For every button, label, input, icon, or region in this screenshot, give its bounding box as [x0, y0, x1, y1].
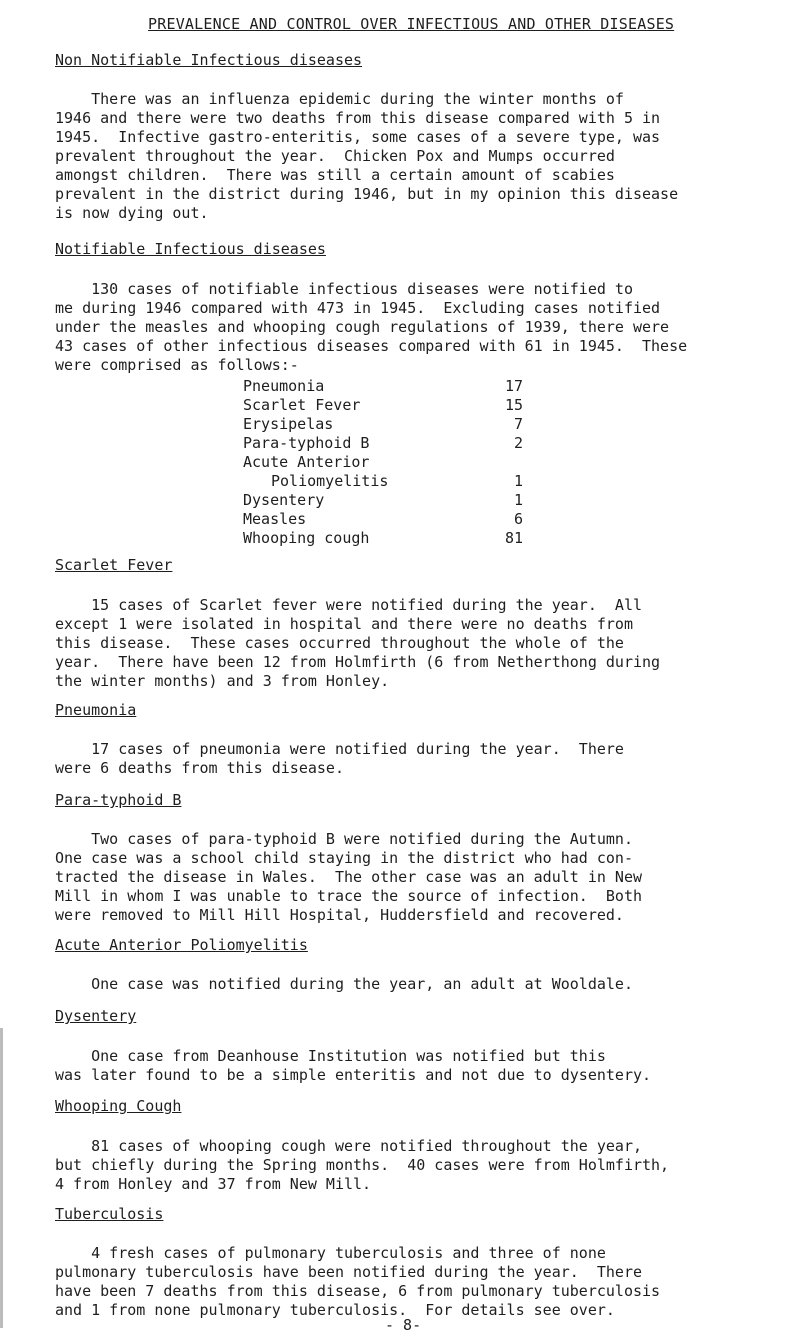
text-line: were removed to Mill Hill Hospital, Huddersfield and recovered.: [55, 906, 624, 924]
table-row: [243, 529, 523, 548]
text-line: have been 7 deaths from this disease, 6 from pulmonary tuberculosis: [55, 1282, 661, 1300]
text-line: 17 cases of pneumonia were notified during the year. There: [55, 740, 624, 758]
table-row: [243, 396, 523, 415]
heading-whooping-cough: Whooping Cough: [55, 1097, 182, 1115]
text-line: One case was a school child staying in the district who had con-: [55, 849, 633, 867]
text-line: prevalent throughout the year. Chicken Pox and Mumps occurred: [55, 147, 615, 165]
text-line: were 6 deaths from this disease.: [55, 759, 344, 777]
disease-name: Whooping cough: [243, 529, 370, 547]
heading-polio: Acute Anterior Poliomyelitis: [55, 936, 308, 954]
disease-name: Dysentery: [243, 491, 325, 509]
page-title: PREVALENCE AND CONTROL OVER INFECTIOUS AND OTHER DISEASES: [148, 15, 675, 33]
case-count: 1: [513, 472, 523, 490]
case-count: 2: [513, 434, 523, 452]
text-line: 43 cases of other infectious diseases compared with 61 in 1945. These: [55, 337, 688, 355]
disease-name: Pneumonia: [243, 377, 325, 395]
text-line: 4 fresh cases of pulmonary tuberculosis and three of none: [55, 1244, 606, 1262]
table-row: [243, 491, 523, 510]
text-line: were comprised as follows:-: [55, 356, 299, 374]
text-line: and 1 from none pulmonary tuberculosis. For details see over.: [55, 1301, 615, 1319]
table-row: [243, 415, 523, 434]
table-row: [243, 472, 523, 491]
paragraph-non-notifiable: [55, 90, 795, 223]
case-count: [463, 453, 523, 472]
heading-scarlet-fever: Scarlet Fever: [55, 556, 173, 574]
text-line: this disease. These cases occurred throughout the whole of the: [55, 634, 624, 652]
case-count: 81: [504, 529, 523, 547]
text-line: Two cases of para-typhoid B were notified during the Autumn.: [55, 830, 633, 848]
heading-notifiable: Notifiable Infectious diseases: [55, 240, 326, 258]
heading-dysentery: Dysentery: [55, 1007, 137, 1025]
text-line: 15 cases of Scarlet fever were notified during the year. All: [55, 596, 642, 614]
case-count: 7: [513, 415, 523, 433]
text-line: tracted the disease in Wales. The other case was an adult in New: [55, 868, 642, 886]
text-line: 1946 and there were two deaths from this disease compared with 5 in: [55, 109, 661, 127]
paragraph-polio: [55, 975, 795, 994]
page-number: - 8-: [385, 1316, 422, 1334]
scan-edge-shadow: [0, 1028, 3, 1328]
text-line: is now dying out.: [55, 204, 209, 222]
text-line: 1945. Infective gastro-enteritis, some cases of a severe type, was: [55, 128, 661, 146]
text-line: the winter months) and 3 from Honley.: [55, 672, 390, 690]
table-row: [243, 510, 523, 529]
heading-pneumonia: Pneumonia: [55, 701, 137, 719]
text-line: year. There have been 12 from Holmfirth (6 from Netherthong during: [55, 653, 661, 671]
disease-name: Measles: [243, 510, 307, 528]
text-line: One case from Deanhouse Institution was notified but this: [55, 1047, 606, 1065]
table-row: [243, 453, 523, 472]
heading-tuberculosis: Tuberculosis: [55, 1205, 164, 1223]
text-line: 81 cases of whooping cough were notified throughout the year,: [55, 1137, 642, 1155]
case-count: 1: [513, 491, 523, 509]
disease-name: Para-typhoid B: [243, 434, 370, 452]
case-count: 17: [504, 377, 523, 395]
paragraph-scarlet-fever: [55, 596, 795, 691]
table-row: [243, 377, 523, 396]
paragraph-dysentery: [55, 1047, 795, 1085]
disease-name: Scarlet Fever: [243, 396, 361, 414]
text-line: amongst children. There was still a certain amount of scabies: [55, 166, 615, 184]
paragraph-whooping-cough: [55, 1137, 795, 1194]
text-line: under the measles and whooping cough regulations of 1939, there were: [55, 318, 670, 336]
table-row: [243, 434, 523, 453]
text-line: except 1 were isolated in hospital and there were no deaths from: [55, 615, 633, 633]
text-line: 4 from Honley and 37 from New Mill.: [55, 1175, 372, 1193]
text-line: There was an influenza epidemic during the winter months of: [55, 90, 624, 108]
paragraph-paratyphoid: [55, 830, 795, 925]
text-line: me during 1946 compared with 473 in 1945. Excluding cases notified: [55, 299, 661, 317]
heading-non-notifiable: Non Notifiable Infectious diseases: [55, 51, 363, 69]
text-line: pulmonary tuberculosis have been notified during the year. There: [55, 1263, 642, 1281]
paragraph-notifiable: [55, 280, 795, 375]
disease-name: Erysipelas: [243, 415, 334, 433]
text-line: was later found to be a simple enteritis and not due to dysentery.: [55, 1066, 652, 1084]
disease-name: Acute Anterior: [243, 453, 370, 471]
paragraph-tuberculosis: [55, 1244, 795, 1320]
text-line: Mill in whom I was unable to trace the source of infection. Both: [55, 887, 642, 905]
text-line: but chiefly during the Spring months. 40 cases were from Holmfirth,: [55, 1156, 670, 1174]
disease-name: Poliomyelitis: [271, 472, 389, 490]
heading-paratyphoid: Para-typhoid B: [55, 791, 182, 809]
case-count: 6: [513, 510, 523, 528]
paragraph-pneumonia: [55, 740, 795, 778]
text-line: 130 cases of notifiable infectious diseases were notified to: [55, 280, 633, 298]
disease-table: [243, 377, 523, 548]
case-count: 15: [504, 396, 523, 414]
text-line: prevalent in the district during 1946, but in my opinion this disease: [55, 185, 679, 203]
text-line: One case was notified during the year, an adult at Wooldale.: [55, 975, 633, 993]
